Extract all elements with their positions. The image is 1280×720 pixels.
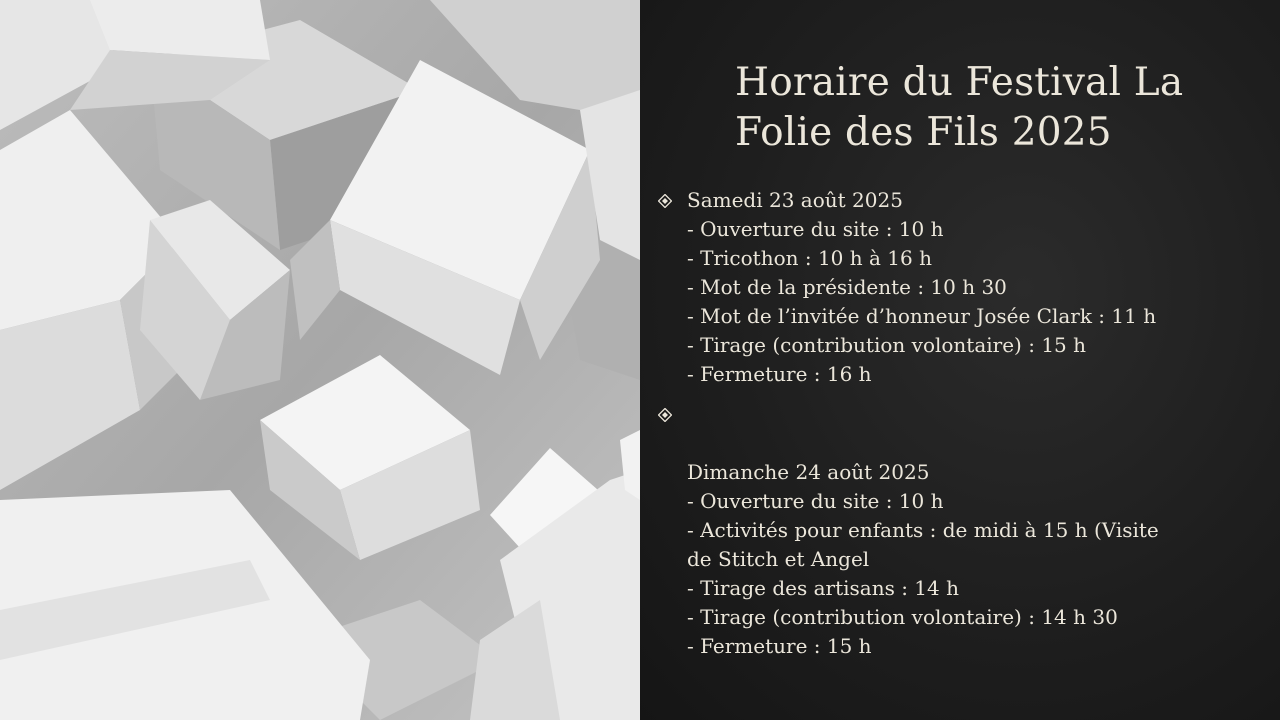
- blank-line: [687, 429, 1256, 458]
- section-heading: Samedi 23 août 2025: [687, 188, 903, 212]
- schedule-item: - Mot de la présidente : 10 h 30: [687, 275, 1007, 299]
- schedule-item: - Ouverture du site : 10 h: [687, 217, 944, 241]
- schedule-item: - Fermeture : 15 h: [687, 634, 872, 658]
- schedule-item: - Tricothon : 10 h à 16 h: [687, 246, 932, 270]
- schedule-item: - Tirage (contribution volontaire) : 15 h: [687, 333, 1087, 357]
- schedule-item: - Activités pour enfants : de midi à 15 h (Visite de Stitch et Angel: [687, 518, 1159, 571]
- schedule-item: - Tirage des artisans : 14 h: [687, 576, 959, 600]
- schedule-section-saturday: [656, 186, 1256, 389]
- schedule-item: - Fermeture : 16 h: [687, 362, 872, 386]
- schedule-item: - Ouverture du site : 10 h: [687, 489, 944, 513]
- schedule-section-sunday: [656, 400, 1256, 661]
- diamond-bullet-icon: [658, 400, 672, 429]
- blank-line: [687, 400, 1256, 429]
- schedule-item: - Tirage (contribution volontaire) : 14 h 30: [687, 605, 1118, 629]
- section-heading: Dimanche 24 août 2025: [687, 460, 930, 484]
- schedule-body: [656, 186, 1256, 661]
- content-panel: [640, 0, 1280, 720]
- diamond-bullet-icon: [658, 186, 672, 215]
- slide-title: Horaire du Festival La Folie des Fils 2025: [735, 60, 1184, 155]
- schedule-item: - Mot de l’invitée d’honneur Josée Clark : 11 h: [687, 304, 1157, 328]
